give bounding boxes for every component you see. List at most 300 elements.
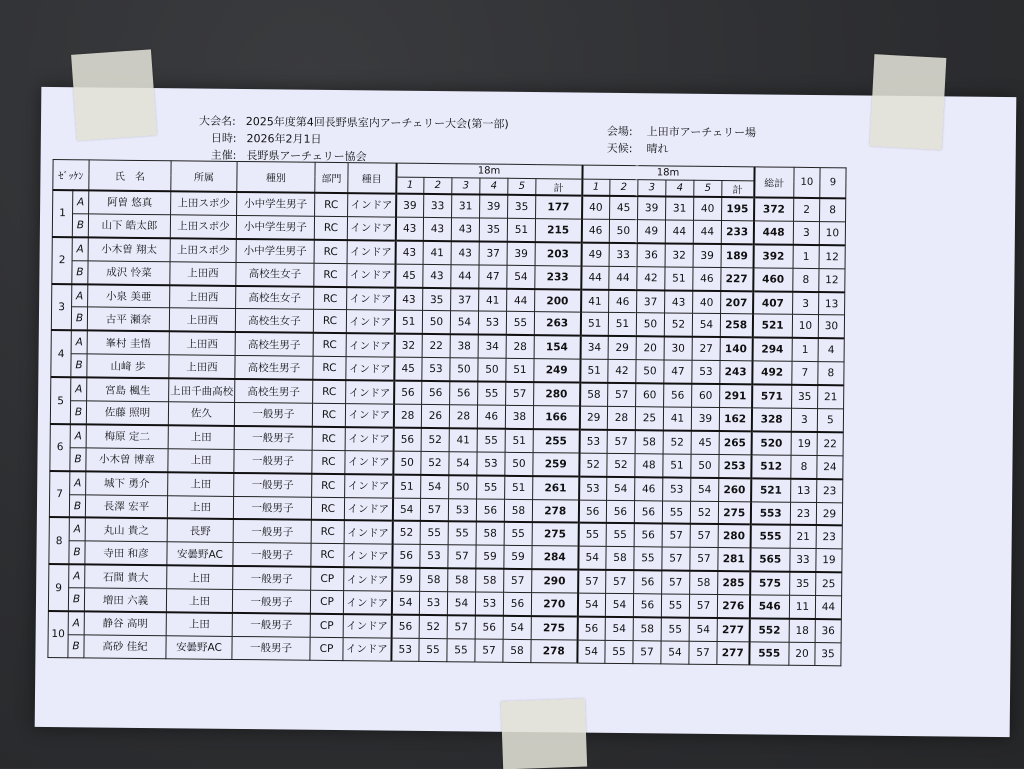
tens-count-cell: 8 (793, 268, 819, 292)
end-score-cell: 54 (447, 592, 475, 616)
end-score-cell: 44 (451, 264, 479, 288)
affiliation-cell: 佐久 (168, 402, 234, 426)
end-score-cell: 44 (693, 220, 721, 244)
position-cell: B (71, 307, 87, 331)
tens-count-cell: 3 (793, 221, 819, 245)
end-score-cell: 50 (609, 219, 637, 243)
subtotal-cell: 276 (717, 595, 749, 619)
position-cell: A (71, 377, 87, 401)
end-score-cell: 43 (395, 217, 423, 241)
event-cell: インドア (345, 427, 393, 451)
end-score-cell: 45 (610, 196, 638, 220)
tens-count-cell: 13 (791, 478, 817, 502)
category-cell: 高校生男子 (235, 379, 313, 403)
venue-line (607, 123, 756, 142)
end-score-cell: 54 (503, 616, 531, 640)
end-score-cell: 51 (505, 475, 533, 499)
event-cell: インドア (343, 638, 391, 661)
end-score-cell: 58 (476, 569, 504, 593)
division-cell: RC (314, 216, 347, 240)
event-cell: インドア (347, 217, 395, 241)
end-score-cell: 20 (636, 336, 664, 360)
event-cell: インドア (346, 310, 394, 334)
subtotal-cell: 261 (533, 476, 579, 500)
category-header: 種別 (237, 161, 315, 192)
nines-header: 9 (820, 168, 846, 199)
end-score-cell: 52 (579, 453, 607, 477)
end-score-cell: 56 (664, 384, 692, 408)
end-score-cell: 55 (419, 638, 447, 661)
bib-number: 8 (49, 517, 69, 564)
division-cell: RC (314, 286, 347, 310)
end-score-cell: 58 (633, 617, 661, 641)
end-score-cell: 51 (663, 454, 691, 478)
subtotal-cell: 189 (721, 244, 753, 268)
end-score-cell: 57 (608, 383, 636, 407)
end-score-cell: 57 (633, 641, 661, 664)
archer-name: 高砂 佳紀 (84, 635, 166, 659)
end-score-cell: 53 (579, 476, 607, 500)
affiliation-header: 所属 (171, 161, 237, 192)
nines-count-cell: 8 (820, 198, 846, 222)
meet-info (199, 113, 509, 167)
end-score-cell: 56 (577, 617, 605, 641)
results-table (47, 159, 846, 666)
subtotal-cell: 285 (718, 571, 750, 595)
division-header: 部門 (315, 162, 348, 193)
archer-name: 寺田 和彦 (85, 541, 167, 565)
end-score-cell: 56 (633, 594, 661, 618)
total-cell: 571 (752, 384, 792, 408)
end-score-cell: 44 (609, 266, 637, 290)
end-score-cell: 56 (422, 381, 450, 405)
end-score-cell: 54 (692, 314, 720, 338)
end-score-cell: 54 (421, 475, 449, 499)
affiliation-cell: 上田 (166, 612, 232, 636)
end-score-cell: 34 (580, 336, 608, 360)
subtotal-cell: 265 (719, 431, 751, 455)
end-score-cell: 58 (504, 499, 532, 523)
total-cell: 555 (750, 525, 790, 549)
event-cell: インドア (344, 521, 392, 545)
end-score-cell: 41 (423, 241, 451, 265)
end-score-cell: 44 (507, 288, 535, 312)
division-cell: CP (310, 637, 343, 660)
end-score-cell: 54 (450, 311, 478, 335)
end-score-cell: 26 (421, 404, 449, 428)
bib-number: 4 (51, 330, 71, 377)
tens-count-cell: 11 (789, 595, 815, 619)
category-cell: 一般男子 (234, 473, 312, 497)
end-3-header: 3 (452, 178, 480, 195)
end-score-cell: 45 (395, 264, 423, 288)
end-score-cell: 51 (608, 313, 636, 337)
position-cell: A (72, 284, 88, 308)
end-score-cell: 58 (690, 571, 718, 595)
total-cell: 565 (750, 548, 790, 572)
end-score-cell: 59 (476, 545, 504, 569)
end-score-cell: 32 (394, 334, 422, 358)
end-score-cell: 56 (634, 570, 662, 594)
bib-number: 3 (51, 284, 71, 331)
end-score-cell: 54 (507, 265, 535, 289)
end-score-cell: 37 (451, 288, 479, 312)
end-score-cell: 57 (607, 430, 635, 454)
position-cell: A (71, 331, 87, 355)
category-cell: 小中学生男子 (236, 239, 314, 263)
total-cell: 492 (752, 361, 792, 385)
end-score-cell: 37 (637, 290, 665, 314)
end-score-cell: 41 (479, 288, 507, 312)
affiliation-cell: 長野 (167, 519, 233, 543)
event-cell: インドア (348, 193, 396, 217)
end-score-cell: 39 (638, 196, 666, 220)
end-score-cell: 33 (609, 243, 637, 267)
tape-top-left (71, 49, 157, 140)
archer-name: 静谷 高明 (84, 611, 166, 635)
end-score-cell: 53 (448, 498, 476, 522)
tens-count-cell: 33 (790, 549, 816, 573)
end-score-cell: 31 (452, 194, 480, 218)
end-score-cell: 53 (663, 477, 691, 501)
end-score-cell: 54 (392, 498, 420, 522)
end-score-cell: 41 (581, 289, 609, 313)
end-score-cell: 55 (504, 522, 532, 546)
nines-count-cell: 44 (815, 596, 841, 620)
subtotal-cell: 275 (531, 616, 577, 640)
end-score-cell: 55 (506, 312, 534, 336)
end-score-cell: 55 (605, 640, 633, 663)
subtotal-cell: 263 (534, 312, 580, 336)
end-score-cell: 59 (504, 546, 532, 570)
position-cell: B (70, 448, 86, 472)
subtotal-cell: 195 (722, 197, 754, 221)
end-score-cell: 59 (392, 568, 420, 592)
end-score-cell: 42 (637, 266, 665, 290)
tens-count-cell: 3 (793, 291, 819, 315)
end-score-cell: 29 (608, 336, 636, 360)
total-cell: 552 (749, 618, 789, 642)
subtotal-cell: 253 (719, 454, 751, 478)
nines-count-cell: 22 (817, 432, 843, 456)
event-cell: インドア (346, 333, 394, 357)
total-cell: 555 (749, 642, 789, 665)
event-cell: インドア (347, 287, 395, 311)
end-score-cell: 37 (479, 241, 507, 265)
category-cell: 一般男子 (233, 496, 311, 520)
nines-count-cell: 5 (817, 409, 843, 433)
end-score-cell: 57 (662, 547, 690, 571)
end-score-cell: 29 (579, 406, 607, 430)
tens-header: 10 (794, 167, 820, 198)
end-score-cell: 48 (635, 453, 663, 477)
category-cell: 一般男子 (233, 519, 311, 543)
end-score-cell: 57 (662, 524, 690, 548)
archer-name: 佐藤 照明 (86, 401, 168, 425)
end-score-cell: 51 (505, 429, 533, 453)
archer-name: 宮島 楓生 (87, 378, 169, 402)
end-score-cell: 52 (664, 313, 692, 337)
subtotal-cell: 154 (534, 335, 580, 359)
subtotal-cell: 278 (531, 639, 577, 662)
end-score-cell: 57 (506, 382, 534, 406)
end-score-cell: 28 (607, 406, 635, 430)
end-score-cell: 42 (608, 360, 636, 384)
end-score-cell: 52 (392, 521, 420, 545)
end-score-cell: 46 (693, 267, 721, 291)
archer-name: 古平 瀬奈 (87, 307, 169, 331)
end-score-cell: 33 (424, 194, 452, 218)
subtotal-cell: 284 (532, 546, 578, 570)
archer-name: 小木曽 翔太 (88, 237, 170, 261)
end-score-cell: 53 (391, 638, 419, 661)
end-score-cell: 50 (636, 360, 664, 384)
archer-name: 石間 貴大 (85, 565, 167, 589)
event-cell: インドア (344, 544, 392, 568)
tens-count-cell: 7 (792, 362, 818, 386)
end-score-cell: 50 (450, 358, 478, 382)
end-score-cell: 58 (476, 522, 504, 546)
category-cell: 一般男子 (234, 449, 312, 473)
end-score-cell: 38 (505, 405, 533, 429)
nines-count-cell: 23 (816, 526, 842, 550)
category-cell: 一般男子 (234, 426, 312, 450)
weather-label: 天候: (606, 141, 633, 156)
division-cell: RC (312, 427, 345, 451)
subtotal-cell: 227 (721, 267, 753, 291)
end-score-cell: 58 (503, 639, 531, 662)
end-score-cell: 40 (693, 290, 721, 314)
end-score-cell: 56 (391, 615, 419, 639)
position-cell: A (72, 237, 88, 261)
end-score-cell: 54 (449, 451, 477, 475)
subtotal-cell: 166 (533, 406, 579, 430)
end-score-cell: 43 (395, 287, 423, 311)
end-score-cell: 46 (609, 289, 637, 313)
archer-name: 山﨑 歩 (87, 354, 169, 378)
end-score-cell: 38 (450, 335, 478, 359)
nines-count-cell: 8 (818, 362, 844, 386)
total-cell: 521 (752, 314, 792, 338)
end-score-cell: 54 (577, 593, 605, 617)
subtotal-cell: 281 (718, 548, 750, 572)
date-label: 日時: (210, 131, 237, 145)
end-score-cell: 51 (394, 311, 422, 335)
total-cell: 460 (753, 268, 793, 292)
subtotal-cell: 215 (535, 218, 581, 242)
subtotal-cell: 277 (717, 641, 749, 664)
end-score-cell: 57 (662, 571, 690, 595)
subtotal-cell: 260 (719, 478, 751, 502)
end-score-cell: 53 (692, 360, 720, 384)
end-score-cell: 55 (448, 522, 476, 546)
distance2-header: 18m (582, 165, 754, 181)
subtotal-cell: 258 (720, 314, 752, 338)
end-score-cell: 36 (637, 243, 665, 267)
end-2-header-2: 2 (610, 179, 638, 196)
end-score-cell: 53 (579, 429, 607, 453)
category-cell: 小中学生男子 (237, 192, 315, 216)
end-score-cell: 51 (665, 267, 693, 291)
position-cell: A (69, 564, 85, 588)
nines-count-cell: 4 (818, 338, 844, 362)
event-cell: インドア (345, 404, 393, 428)
position-cell: B (69, 494, 85, 518)
event-name: 2025年度第4回長野県室内アーチェリー大会(第一部) (245, 115, 509, 131)
end-score-cell: 53 (478, 311, 506, 335)
position-cell: B (71, 354, 87, 378)
end-score-cell: 51 (580, 359, 608, 383)
affiliation-cell: 上田西 (169, 332, 235, 356)
end-score-cell: 41 (449, 428, 477, 452)
end-score-cell: 55 (662, 501, 690, 525)
end-score-cell: 51 (393, 474, 421, 498)
end-score-cell: 56 (475, 616, 503, 640)
end-score-cell: 53 (475, 592, 503, 616)
archer-name: 増田 六義 (84, 588, 166, 612)
total-cell: 294 (752, 338, 792, 362)
position-cell: B (68, 588, 84, 612)
end-score-cell: 34 (478, 335, 506, 359)
affiliation-cell: 上田 (168, 425, 234, 449)
end-score-cell: 28 (506, 335, 534, 359)
end-score-cell: 49 (581, 242, 609, 266)
end-1-header: 1 (396, 177, 424, 194)
category-cell: 高校生男子 (235, 332, 313, 356)
end-score-cell: 56 (503, 592, 531, 616)
end-score-cell: 58 (420, 568, 448, 592)
archer-name: 小泉 美亜 (88, 284, 170, 308)
position-cell: A (69, 518, 85, 542)
end-score-cell: 54 (689, 618, 717, 642)
division-cell: RC (313, 333, 346, 357)
subtotal-cell: 259 (533, 452, 579, 476)
bib-number: 9 (48, 564, 68, 611)
division-cell: RC (312, 473, 345, 497)
end-score-cell: 57 (690, 548, 718, 572)
bib-number: 1 (52, 190, 72, 237)
archer-name: 峯村 圭悟 (87, 331, 169, 355)
total-cell: 546 (749, 595, 789, 619)
affiliation-cell: 上田スポ少 (170, 238, 236, 262)
end-score-cell: 44 (665, 220, 693, 244)
end-score-cell: 56 (578, 500, 606, 524)
end-score-cell: 43 (423, 217, 451, 241)
subtotal-cell: 207 (721, 291, 753, 315)
subtotal-cell: 162 (719, 408, 751, 432)
end-score-cell: 55 (661, 594, 689, 618)
nines-count-cell: 29 (816, 502, 842, 526)
end-4-header: 4 (480, 178, 508, 195)
end-score-cell: 54 (607, 477, 635, 501)
end-score-cell: 50 (393, 451, 421, 475)
nines-count-cell: 21 (818, 385, 844, 409)
end-score-cell: 45 (394, 357, 422, 381)
nines-count-cell: 35 (815, 642, 841, 665)
category-cell: 高校生女子 (236, 262, 314, 286)
subtotal-cell: 275 (718, 501, 750, 525)
nines-count-cell: 19 (816, 549, 842, 573)
archer-name: 長澤 宏平 (85, 494, 167, 518)
category-cell: 一般男子 (234, 402, 312, 426)
end-score-cell: 28 (449, 405, 477, 429)
category-cell: 一般男子 (233, 543, 311, 567)
event-cell: インドア (346, 357, 394, 381)
bib-header: ｾﾞｯｹﾝ (53, 160, 89, 191)
end-score-cell: 52 (421, 428, 449, 452)
affiliation-cell: 上田スポ少 (171, 191, 237, 215)
position-cell: A (70, 471, 86, 495)
event-cell: インドア (343, 614, 391, 638)
end-score-cell: 60 (692, 384, 720, 408)
end-score-cell: 40 (694, 197, 722, 221)
tens-count-cell: 1 (792, 338, 818, 362)
affiliation-cell: 上田 (168, 472, 234, 496)
end-1-header-2: 1 (582, 179, 610, 196)
end-score-cell: 44 (581, 266, 609, 290)
end-score-cell: 32 (665, 243, 693, 267)
archer-name: 小木曽 博章 (86, 448, 168, 472)
position-cell: B (72, 214, 88, 238)
end-score-cell: 27 (692, 337, 720, 361)
division-cell: RC (315, 193, 348, 217)
category-cell: 一般男子 (232, 636, 310, 660)
end-score-cell: 53 (422, 358, 450, 382)
event-label: 大会名: (198, 114, 236, 128)
division-cell: RC (313, 380, 346, 404)
subtotal-cell: 140 (720, 337, 752, 361)
end-score-cell: 55 (661, 617, 689, 641)
subtotal-cell: 280 (718, 524, 750, 548)
position-cell: B (68, 635, 84, 658)
name-header: 氏 名 (89, 160, 171, 191)
archer-name: 梅原 定二 (86, 424, 168, 448)
end-score-cell: 57 (606, 570, 634, 594)
total-cell: 553 (750, 501, 790, 525)
total-cell: 448 (753, 221, 793, 245)
date-value: 2026年2月1日 (246, 132, 322, 146)
end-score-cell: 50 (449, 475, 477, 499)
end-score-cell: 52 (690, 501, 718, 525)
end-score-cell: 54 (691, 477, 719, 501)
nines-count-cell: 25 (816, 572, 842, 596)
affiliation-cell: 安曇野AC (166, 636, 232, 660)
subtotal1-header: 計 (536, 179, 582, 196)
division-cell: CP (310, 590, 343, 614)
end-score-cell: 28 (393, 404, 421, 428)
nines-count-cell: 36 (815, 619, 841, 643)
tens-count-cell: 20 (789, 642, 815, 665)
tens-count-cell: 2 (794, 198, 820, 222)
end-score-cell: 31 (666, 196, 694, 220)
end-score-cell: 57 (420, 498, 448, 522)
end-score-cell: 50 (505, 452, 533, 476)
end-4-header-2: 4 (666, 180, 694, 197)
affiliation-cell: 上田 (166, 589, 232, 613)
total-header: 総計 (754, 167, 794, 198)
tens-count-cell: 8 (791, 455, 817, 479)
end-score-cell: 43 (423, 264, 451, 288)
affiliation-cell: 上田 (168, 449, 234, 473)
position-cell: A (68, 611, 84, 635)
affiliation-cell: 上田西 (170, 285, 236, 309)
category-cell: 一般男子 (233, 566, 311, 590)
subtotal-cell: 277 (717, 618, 749, 642)
end-score-cell: 35 (508, 195, 536, 219)
bib-number: 2 (52, 237, 72, 284)
subtotal-cell: 290 (532, 569, 578, 593)
end-score-cell: 52 (419, 615, 447, 639)
